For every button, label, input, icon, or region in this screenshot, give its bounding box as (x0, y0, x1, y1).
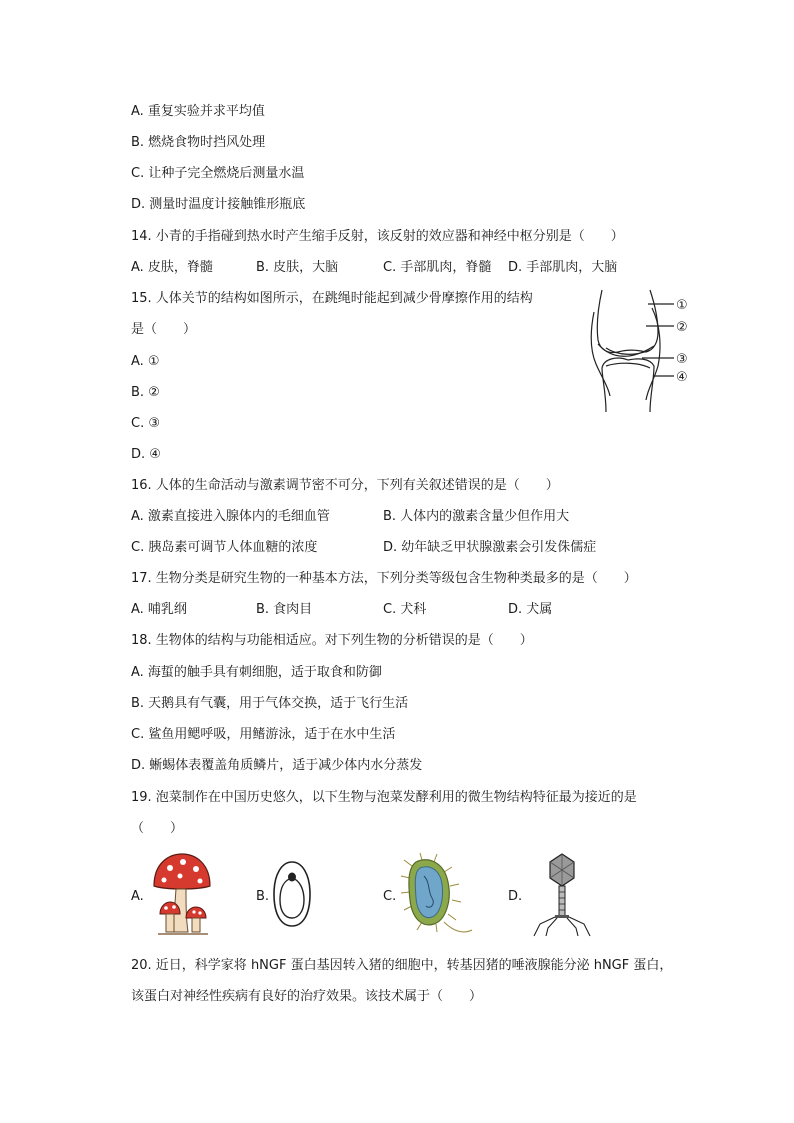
q17-option-d: D. 犬属 (508, 602, 553, 617)
joint-figure (588, 288, 698, 414)
q14-option-c: C. 手部肌肉，脊髓 (383, 260, 492, 275)
q13-option-d: D. 测量时温度计接触锥形瓶底 (131, 197, 306, 212)
q19-option-a-label: A. (131, 889, 144, 904)
q14-option-d: D. 手部肌肉，大脑 (508, 260, 618, 275)
q15-option-a: A. ① (131, 354, 160, 369)
q19-option-c-label: C. (383, 889, 397, 904)
q16-option-c: C. 胰岛素可调节人体血糖的浓度 (131, 540, 318, 555)
mushroom-icon (150, 852, 214, 938)
q18-option-d: D. 蜥蜴体表覆盖角质鳞片，适于减少体内水分蒸发 (131, 758, 423, 773)
q15-option-b: B. ② (131, 385, 160, 400)
q14-option-b: B. 皮肤，大脑 (256, 260, 339, 275)
q15-stem-line1: 15. 人体关节的结构如图所示，在跳绳时能起到减少骨摩擦作用的结构 (131, 291, 533, 306)
figure-label-2: ② (676, 320, 688, 335)
q13-option-a: A. 重复实验并求平均值 (131, 104, 265, 119)
q18-option-a: A. 海蜇的触手具有刺细胞，适于取食和防御 (131, 665, 382, 680)
q15-option-c: C. ③ (131, 416, 160, 431)
q15-option-d: D. ④ (131, 447, 161, 462)
q19-stem-line1: 19. 泡菜制作在中国历史悠久，以下生物与泡菜发酵利用的微生物结构特征最为接近的是 (131, 790, 637, 805)
q19-option-b-label: B. (256, 889, 270, 904)
q16-option-b: B. 人体内的激素含量少但作用大 (383, 509, 570, 524)
bacterium-icon (400, 852, 480, 938)
q18-stem: 18. 生物体的结构与功能相适应。对下列生物的分析错误的是（ ） (131, 633, 533, 648)
q19-option-d-label: D. (508, 889, 523, 904)
cartilage-line-lower (606, 363, 650, 368)
q14-stem: 14. 小青的手指碰到热水时产生缩手反射，该反射的效应器和神经中枢分别是（ ） (131, 229, 624, 244)
capsule-left (591, 312, 610, 396)
q16-option-a: A. 激素直接进入腺体内的毛细血管 (131, 509, 330, 524)
yeast-cell-icon (272, 860, 312, 928)
q17-option-a: A. 哺乳纲 (131, 602, 187, 617)
q13-option-b: B. 燃烧食物时挡风处理 (131, 135, 266, 150)
upper-bone (597, 290, 658, 353)
q18-option-b: B. 天鹅具有气囊，用于气体交换，适于飞行生活 (131, 696, 409, 711)
q20-stem-line1: 20. 近日，科学家将 hNGF 蛋白基因转入猪的细胞中，转基因猪的唾液腺能分泌 hNGF 蛋白， (131, 958, 673, 973)
figure-label-4: ④ (676, 370, 688, 385)
q17-option-c: C. 犬科 (383, 602, 427, 617)
q15-stem-line2: 是（ ） (131, 322, 197, 337)
figure-label-1: ① (676, 298, 688, 313)
q17-option-b: B. 食肉目 (256, 602, 313, 617)
q18-option-c: C. 鲨鱼用鳃呼吸，用鳍游泳，适于在水中生活 (131, 727, 396, 742)
figure-label-3: ③ (676, 352, 688, 367)
q17-stem: 17. 生物分类是研究生物的一种基本方法，下列分类等级包含生物种类最多的是（ ） (131, 571, 637, 586)
q14-option-a: A. 皮肤，脊髓 (131, 260, 213, 275)
q19-stem-line2: （ ） (131, 821, 184, 836)
q20-stem-line2: 该蛋白对神经性疾病有良好的治疗效果。该技术属于（ ） (131, 989, 483, 1004)
q13-option-c: C. 让种子完全燃烧后测量水温 (131, 166, 305, 181)
q16-option-d: D. 幼年缺乏甲状腺激素会引发侏儒症 (383, 540, 597, 555)
bacteriophage-icon (528, 852, 596, 938)
q16-stem: 16. 人体的生命活动与激素调节密不可分，下列有关叙述错误的是（ ） (131, 478, 559, 493)
